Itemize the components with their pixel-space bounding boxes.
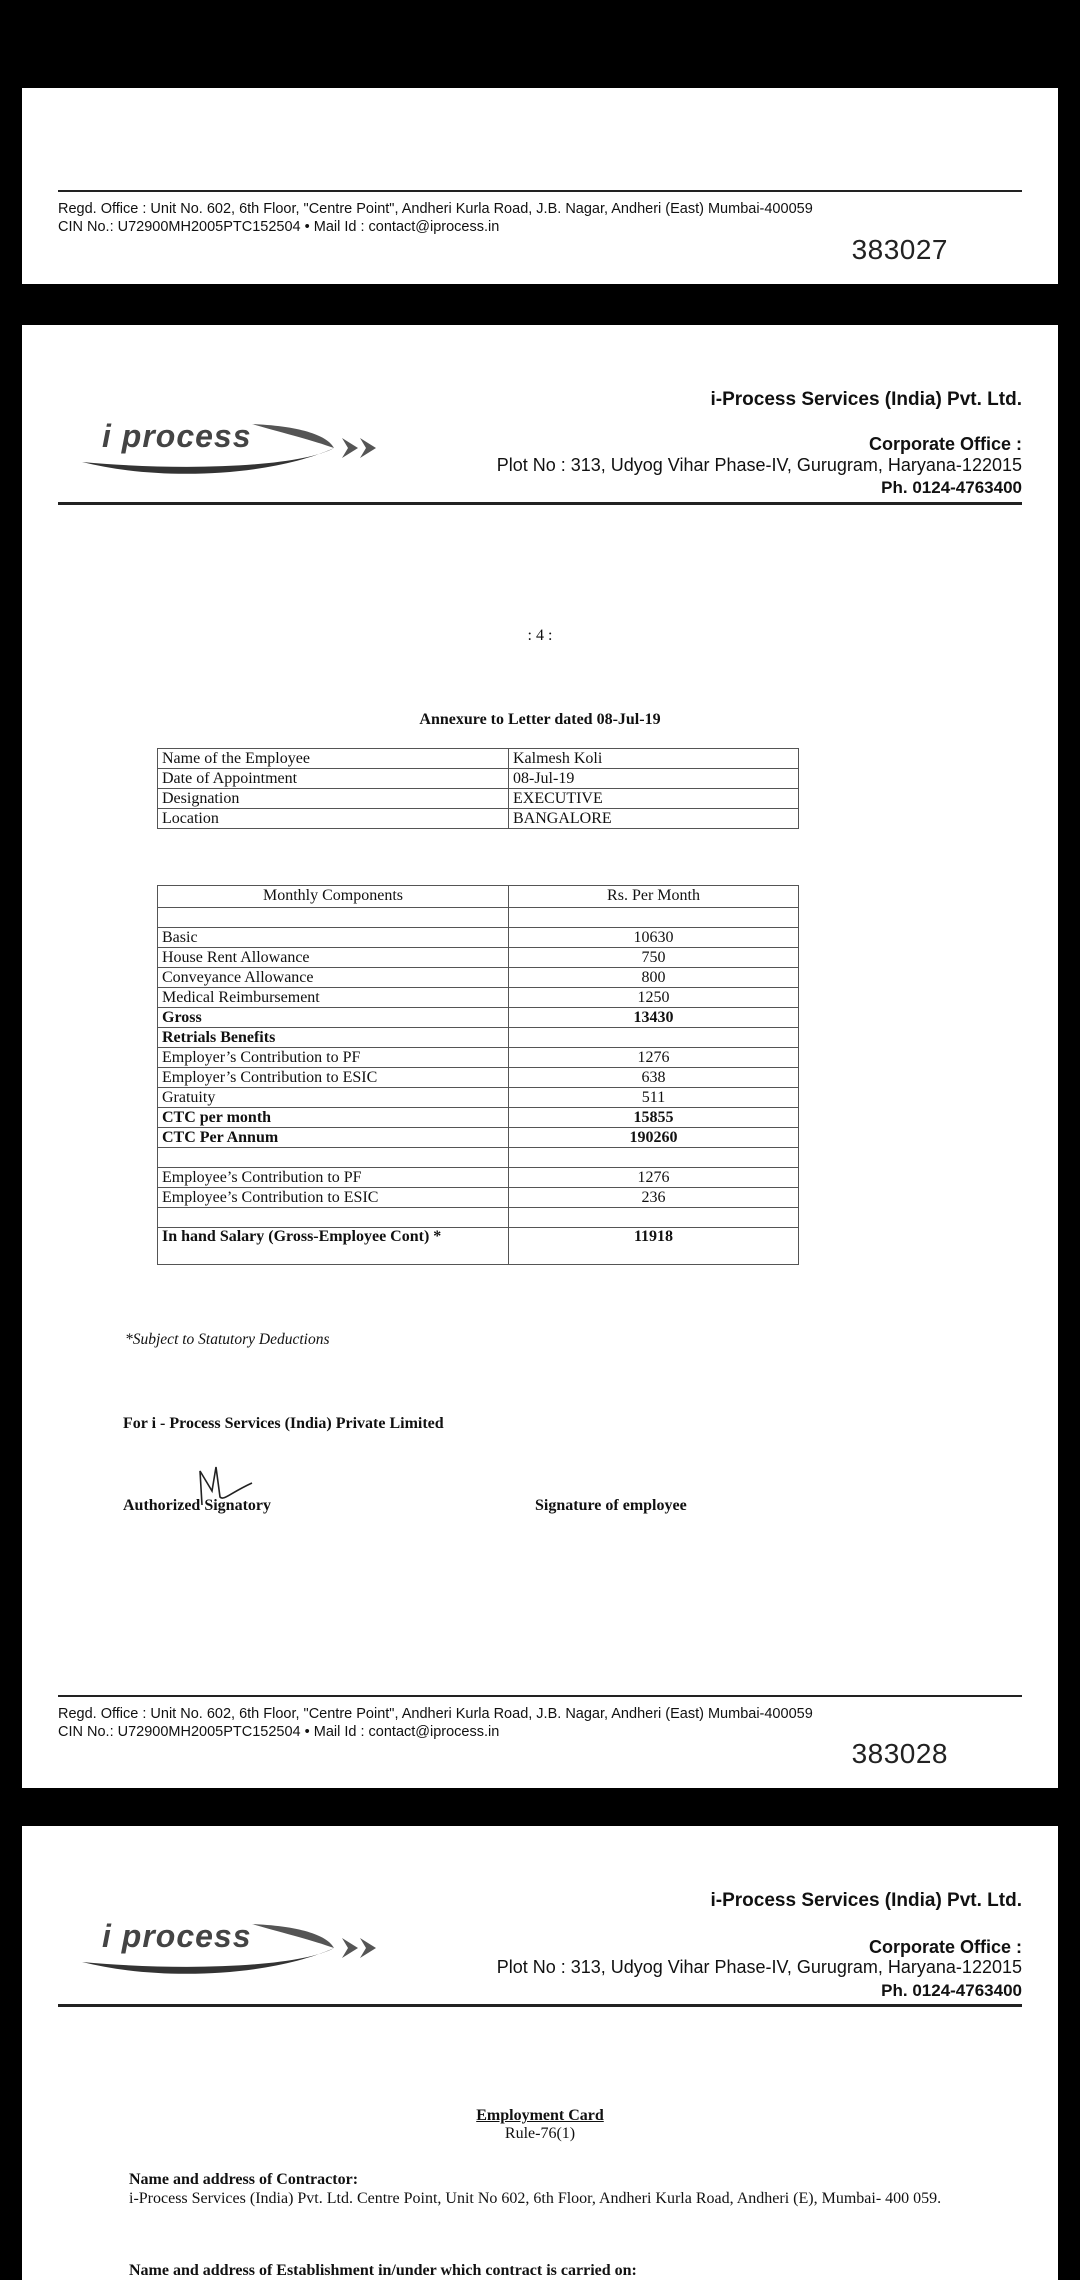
row-label: Employer’s Contribution to PF [158,1048,509,1068]
table-row [158,789,799,809]
table-row [158,948,799,968]
statutory-note: *Subject to Statutory Deductions [125,1331,330,1348]
row-label [158,1148,509,1168]
footer-address [58,200,813,236]
row-label: Gratuity [158,1088,509,1108]
logo-text: i process [102,1918,252,1954]
row-label: Employee’s Contribution to PF [158,1168,509,1188]
for-company-line: For i - Process Services (India) Private Limited [123,1415,444,1432]
table-header-row [158,886,799,908]
contractor-address: i-Process Services (India) Pvt. Ltd. Centre Point, Unit No 602, 6th Floor, Andheri Kurla Road, Andheri (E), Mumbai- 400 059. [129,2190,942,2207]
table-row [158,1188,799,1208]
authorized-signatory-label: Authorized Signatory [123,1497,271,1514]
row-value: 638 [509,1068,799,1088]
row-value: BANGALORE [509,809,799,829]
document-page-2 [22,325,1058,1788]
row-value: 190260 [509,1128,799,1148]
logo-text: i process [102,418,252,454]
header-divider [58,502,1022,505]
company-name: i-Process Services (India) Pvt. Ltd. [710,389,1022,410]
row-value [509,1208,799,1228]
page-number: : 4 : [527,627,553,644]
table-row [158,1068,799,1088]
footer-divider [58,1695,1022,1697]
table-row [158,928,799,948]
salary-components-table [157,885,799,1265]
footer-address [58,1705,813,1741]
row-label: Gross [158,1008,509,1028]
corporate-phone: Ph. 0124-4763400 [881,1981,1022,2000]
row-label: House Rent Allowance [158,948,509,968]
rule-reference: Rule-76(1) [504,2125,576,2142]
establishment-label: Name and address of Establishment in/under which contract is carried on: [129,2262,637,2279]
table-row [158,809,799,829]
corporate-phone: Ph. 0124-4763400 [881,478,1022,497]
column-header: Monthly Components [158,886,509,908]
header-divider [58,2004,1022,2007]
table-row [158,769,799,789]
footer-line-2: CIN No.: U72900MH2005PTC152504 • Mail Id : contact@iprocess.in [58,219,500,235]
row-value: 750 [509,948,799,968]
table-row [158,968,799,988]
table-row [158,1168,799,1188]
row-value: 800 [509,968,799,988]
table-row [158,1088,799,1108]
footer-line-2: CIN No.: U72900MH2005PTC152504 • Mail Id : contact@iprocess.in [58,1724,500,1740]
row-value: EXECUTIVE [509,789,799,809]
row-value: 236 [509,1188,799,1208]
footer-divider [58,190,1022,192]
row-label [158,1208,509,1228]
row-value [509,908,799,928]
footer-line-1: Regd. Office : Unit No. 602, 6th Floor, "Centre Point", Andheri Kurla Road, J.B. Nagar, Andheri (East) Mumbai-400059 [58,201,813,217]
row-value: Kalmesh Koli [509,749,799,769]
row-value: 511 [509,1088,799,1108]
row-label: Employer’s Contribution to ESIC [158,1068,509,1088]
row-value: 1276 [509,1048,799,1068]
employee-details-table [157,748,799,829]
row-value: 13430 [509,1008,799,1028]
table-row [158,908,799,928]
table-row [158,1128,799,1148]
table-row [158,1208,799,1228]
contractor-label: Name and address of Contractor: [129,2171,359,2188]
table-row [158,1228,799,1265]
row-label: Retrials Benefits [158,1028,509,1048]
row-label: In hand Salary (Gross-Employee Cont) * [158,1228,509,1265]
column-header: Rs. Per Month [509,886,799,908]
row-value: 1250 [509,988,799,1008]
row-value: 15855 [509,1108,799,1128]
row-value: 08-Jul-19 [509,769,799,789]
row-value [509,1028,799,1048]
table-row [158,1108,799,1128]
row-label: Designation [158,789,509,809]
row-label: Date of Appointment [158,769,509,789]
page-serial-number: 383027 [851,234,948,265]
page-serial-number: 383028 [851,1738,948,1769]
row-label: Name of the Employee [158,749,509,769]
company-name: i-Process Services (India) Pvt. Ltd. [710,1890,1022,1911]
row-label: Basic [158,928,509,948]
corporate-office-address: Plot No : 313, Udyog Vihar Phase-IV, Gurugram, Haryana-122015 [496,1957,1022,1977]
row-label: Conveyance Allowance [158,968,509,988]
row-label [158,908,509,928]
row-value: 1276 [509,1168,799,1188]
annexure-title: Annexure to Letter dated 08-Jul-19 [419,711,661,728]
row-value: 10630 [509,928,799,948]
row-label: Medical Reimbursement [158,988,509,1008]
table-row [158,749,799,769]
corporate-office-label: Corporate Office : [868,434,1022,454]
table-row [158,988,799,1008]
employment-card-title: Employment Card [476,2107,604,2124]
row-label: Employee’s Contribution to ESIC [158,1188,509,1208]
document-page-1 [22,88,1058,284]
table-row [158,1048,799,1068]
corporate-office-label: Corporate Office : [868,1937,1022,1957]
footer-line-1: Regd. Office : Unit No. 602, 6th Floor, "Centre Point", Andheri Kurla Road, J.B. Nagar, Andheri (East) Mumbai-400059 [58,1706,813,1722]
company-logo [72,410,402,480]
employee-signature-label: Signature of employee [535,1497,687,1514]
table-row [158,1028,799,1048]
document-page-3 [22,1826,1058,2280]
row-label: Location [158,809,509,829]
row-label: CTC Per Annum [158,1128,509,1148]
row-value: 11918 [509,1228,799,1265]
row-value [509,1148,799,1168]
table-row [158,1148,799,1168]
table-row [158,1008,799,1028]
company-logo [72,1910,402,1980]
row-label: CTC per month [158,1108,509,1128]
corporate-office-address: Plot No : 313, Udyog Vihar Phase-IV, Gurugram, Haryana-122015 [496,455,1022,475]
